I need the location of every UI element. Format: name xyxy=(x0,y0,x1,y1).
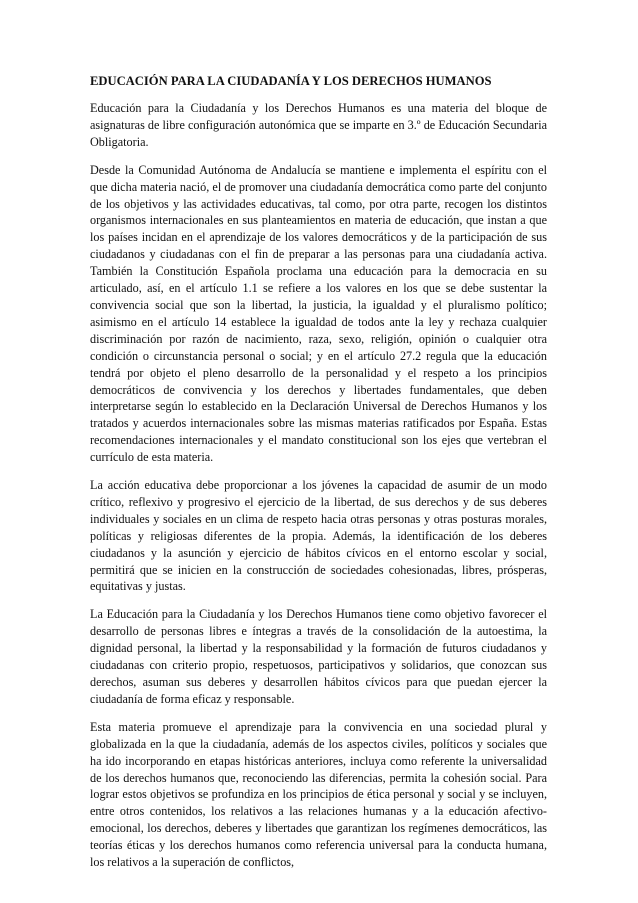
paragraph-convivencia: Esta materia promueve el aprendizaje para la convivencia en una sociedad plural y globalizada en la que la ciudadanía, además de los aspectos civiles, políticos y sociales que ha ido incorporando en etapas históricas anteriores, incluya como referente la universalidad de los derechos humanos que, reconociendo las diferencias, permita la cohesión social. Para lograr estos objetivos se profundiza en los principios de ética personal y social y se incluyen, entre otros contenidos, los relativos a las relaciones humanas y a la educación afectivo-emocional, los derechos, deberes y libertades que garantizan los regímenes democráticos, las teorías éticas y los derechos humanos como referencia universal para la conducta humana, los relativos a la superación de conflictos, xyxy=(90,719,547,870)
paragraph-intro: Educación para la Ciudadanía y los Derechos Humanos es una materia del bloque de asignaturas de libre configuración autonómica que se imparte en 3.º de Educación Secundaria Obligatoria. xyxy=(90,101,547,149)
paragraph-objetivo: La Educación para la Ciudadanía y los Derechos Humanos tiene como objetivo favorecer el desarrollo de personas libres e íntegras a través de la consolidación de la autoestima, la dignidad personal, la libertad y la responsabilidad y la formación de futuros ciudadanos y ciudadanas con criterio propio, respetuosos, participativos y solidarios, que conozcan sus derechos, asuman sus deberes y desarrollen hábitos cívicos para que puedan ejercer la ciudadanía de forma eficaz y responsable. xyxy=(90,607,547,706)
paragraph-andalucia: Desde la Comunidad Autónoma de Andalucía se mantiene e implementa el espíritu con el que dicha materia nació, el de promover una ciudadanía democrática como parte del conjunto de los objetivos y las actividades educativas, tal como, por otra parte, recogen los distintos organismos internacionales en sus planteamientos en materia de educación, que instan a que los países incidan en el aprendizaje de los valores democráticos y de la participación de sus ciudadanos y ciudadanas con el fin de preparar a las personas para una ciudadanía activa. También la Constitución Española proclama una educación para la democracia en su articulado, así, en el artículo 1.1 se refiere a los valores en los que se debe sustentar la convivencia social que son la libertad, la justicia, la igualdad y el pluralismo político; asimismo en el artículo 14 establece la igualdad de todos ante la ley y rechaza cualquier discriminación por razón de nacimiento, raza, sexo, religión, opinión o cualquier otra condición o circunstancia personal o social; y en el artículo 27.2 regula que la educación tendrá por objeto el pleno desarrollo de la personalidad y el respeto a los principios democráticos de convivencia y los derechos y libertades fundamentales, que deben interpretarse según lo establecido en la Declaración Universal de Derechos Humanos y los tratados y acuerdos internacionales sobre las mismas materias ratificados por España. Estas recomendaciones internacionales y el mandato constitucional son los ejes que vertebran el currículo de esta materia. xyxy=(90,162,547,465)
paragraph-accion-educativa: La acción educativa debe proporcionar a los jóvenes la capacidad de asumir de un modo crítico, reflexivo y progresivo el ejercicio de la libertad, de sus derechos y de sus deberes individuales y sociales en un clima de respeto hacia otras personas y otras posturas morales, políticas y religiosas diferentes de la propia. Además, la identificación de los deberes ciudadanos y la asunción y ejercicio de hábitos cívicos en el entorno escolar y social, permitirá que se inicien en la construcción de sociedades cohesionadas, libres, prósperas, equitativas y justas. xyxy=(90,478,547,594)
document-title: EDUCACIÓN PARA LA CIUDADANÍA Y LOS DERECHOS HUMANOS xyxy=(90,74,492,88)
document-page xyxy=(90,72,547,882)
